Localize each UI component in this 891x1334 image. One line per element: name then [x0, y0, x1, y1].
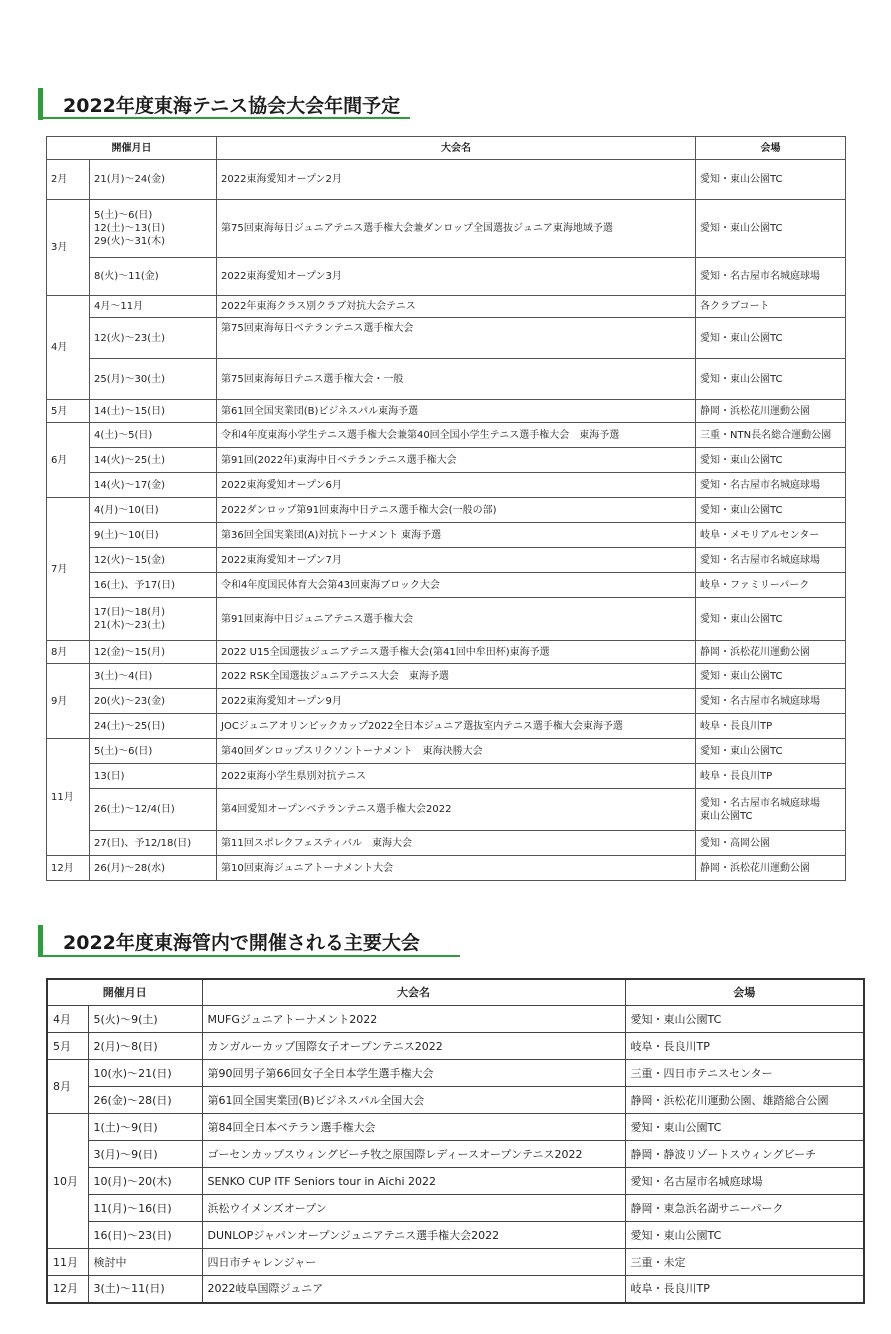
venue-cell	[696, 714, 846, 739]
date-cell	[90, 598, 217, 641]
venue-cell	[625, 1087, 864, 1114]
event-name-cell: 第75回東海毎日ベテランテニス選手権大会	[217, 318, 696, 359]
table-row	[47, 1276, 864, 1303]
date-cell-line: 12(火)～15(金)	[94, 554, 166, 566]
date-cell	[88, 1249, 202, 1276]
date-cell-line: 4月～11月	[94, 301, 144, 312]
venue-cell	[696, 318, 846, 359]
event-name-cell: 令和4年度東海小学生テニス選手権大会兼第40回全国小学生テニス選手権大会 東海予選	[217, 423, 696, 448]
event-name-cell: 第75回東海毎日ジュニアテニス選手権大会兼ダンロップ全国選抜ジュニア東海地域予選	[217, 200, 696, 258]
event-name-cell: 2022東海愛知オープン2月	[217, 160, 696, 200]
venue-cell-line: 愛知・高岡公園	[700, 837, 770, 849]
date-cell	[90, 448, 217, 473]
venue-cell	[625, 1249, 864, 1276]
venue-cell-line: 静岡・浜松花川運動公園	[700, 862, 810, 874]
table-row	[47, 523, 846, 548]
venue-cell	[696, 689, 846, 714]
event-name-cell: 令和4年度国民体育大会第43回東海ブロック大会	[217, 573, 696, 598]
title-underline	[38, 955, 460, 957]
date-cell	[88, 1222, 202, 1249]
date-cell	[90, 831, 217, 856]
venue-cell	[625, 1276, 864, 1303]
header-date: 開催月日	[47, 137, 217, 160]
month-cell: 3月	[47, 200, 90, 296]
table-row	[47, 573, 846, 598]
date-cell-line: 16(日)～23(日)	[93, 1228, 172, 1242]
month-cell: 5月	[47, 400, 90, 423]
date-cell-line: 4(土)～5(日)	[94, 429, 153, 441]
venue-cell	[696, 258, 846, 296]
table-row	[47, 498, 846, 523]
header-event-name: 大会名	[202, 979, 625, 1006]
table-row	[47, 258, 846, 296]
venue-cell-line: 静岡・静波リゾートスウィングビーチ	[630, 1147, 817, 1161]
section-title-annual-schedule: 2022年度東海テニス協会大会年間予定	[38, 88, 400, 120]
event-name-cell: 2022岐阜国際ジュニア	[202, 1276, 625, 1303]
event-name-cell: DUNLOPジャパンオープンジュニアテニス選手権大会2022	[202, 1222, 625, 1249]
venue-cell-line: 各クラブコート	[700, 301, 770, 312]
date-cell-line: 12(火)～23(土)	[94, 332, 166, 344]
date-cell-line: 5(土)～6(日)	[94, 210, 153, 221]
date-cell-line: 11(月)～16(日)	[93, 1201, 172, 1215]
month-cell: 7月	[47, 498, 90, 641]
table-row	[47, 1222, 864, 1249]
venue-cell-line: 静岡・東急浜名湖サニーパーク	[630, 1201, 784, 1215]
venue-cell	[696, 641, 846, 664]
venue-cell	[696, 498, 846, 523]
venue-cell	[625, 1222, 864, 1249]
date-cell	[88, 1168, 202, 1195]
table-row	[47, 473, 846, 498]
venue-cell-line: 岐阜・長良川TP	[700, 720, 773, 732]
event-name-cell: カンガルーカップ国際女子オープンテニス2022	[202, 1033, 625, 1060]
event-name-cell: 2022東海愛知オープン3月	[217, 258, 696, 296]
venue-cell-line: 三重・NTN長名総合運動公園	[700, 429, 832, 441]
event-name-cell: MUFGジュニアトーナメント2022	[202, 1006, 625, 1033]
event-name-cell: ゴーセンカップスウィングビーチ牧之原国際レディースオープンテニス2022	[202, 1141, 625, 1168]
event-name-cell: 第84回全日本ベテラン選手権大会	[202, 1114, 625, 1141]
date-cell-line: 14(土)～15(日)	[94, 405, 166, 417]
date-cell-line: 3(土)～11(日)	[93, 1282, 165, 1296]
table-row	[47, 714, 846, 739]
venue-cell	[625, 1033, 864, 1060]
date-cell-line: 25(月)～30(土)	[94, 373, 166, 385]
venue-cell	[625, 1168, 864, 1195]
month-cell: 10月	[47, 1114, 88, 1249]
venue-cell	[696, 548, 846, 573]
table-row	[47, 296, 846, 318]
month-cell: 11月	[47, 1249, 88, 1276]
venue-cell	[696, 160, 846, 200]
date-cell-line: 3(土)～4(日)	[94, 670, 153, 682]
event-name-cell: 第91回東海中日ジュニアテニス選手権大会	[217, 598, 696, 641]
event-name-cell: 2022東海小学生県別対抗テニス	[217, 764, 696, 789]
date-cell-line: 12(金)～15(月)	[94, 646, 166, 658]
venue-cell	[696, 831, 846, 856]
venue-cell-line: 岐阜・メモリアルセンター	[700, 529, 820, 541]
table-row	[47, 1114, 864, 1141]
venue-cell	[696, 764, 846, 789]
venue-cell-line: 岐阜・長良川TP	[630, 1282, 710, 1296]
table-row	[47, 764, 846, 789]
date-cell-line: 27(日)、予12/18(日)	[94, 837, 192, 849]
date-cell-line: 5(土)～6(日)	[94, 745, 153, 757]
venue-cell-line: 愛知・名古屋市名城庭球場	[630, 1174, 763, 1188]
date-cell-line: 24(土)～25(日)	[94, 720, 166, 732]
header-venue: 会場	[625, 979, 864, 1006]
venue-cell-line: 岐阜・ファミリーパーク	[700, 579, 810, 591]
venue-cell	[696, 856, 846, 881]
venue-cell-line: 岐阜・長良川TP	[700, 770, 773, 782]
venue-cell-line: 岐阜・長良川TP	[630, 1039, 710, 1053]
venue-cell	[625, 1114, 864, 1141]
venue-cell	[696, 739, 846, 764]
month-cell: 8月	[47, 1060, 88, 1114]
date-cell	[90, 473, 217, 498]
month-cell: 8月	[47, 641, 90, 664]
table-row	[47, 1006, 864, 1033]
event-name-cell: 第91回(2022年)東海中日ベテランテニス選手権大会	[217, 448, 696, 473]
date-cell	[90, 789, 217, 831]
date-cell	[88, 1195, 202, 1222]
date-cell-line: 26(月)～28(水)	[94, 862, 166, 874]
event-name-cell: 第36回全国実業団(A)対抗トーナメント 東海予選	[217, 523, 696, 548]
date-cell-line: 9(土)～10(日)	[94, 529, 159, 541]
section-title-major-events: 2022年度東海管内で開催される主要大会	[38, 925, 420, 957]
venue-cell-line: 静岡・浜松花川運動公園	[700, 405, 810, 417]
venue-cell	[696, 598, 846, 641]
month-cell: 6月	[47, 423, 90, 498]
table-row	[47, 200, 846, 258]
date-cell	[90, 200, 217, 258]
event-name-cell: JOCジュニアオリンピックカップ2022全日本ジュニア選抜室内テニス選手権大会東海予選	[217, 714, 696, 739]
table-row	[47, 641, 846, 664]
venue-cell	[696, 448, 846, 473]
table-row	[47, 689, 846, 714]
header-event-name: 大会名	[217, 137, 696, 160]
title-underline	[38, 117, 410, 119]
date-cell	[90, 296, 217, 318]
table-row	[47, 1033, 864, 1060]
header-venue: 会場	[696, 137, 846, 160]
table-row	[47, 831, 846, 856]
venue-cell-line: 愛知・東山公園TC	[700, 373, 783, 385]
venue-cell	[625, 1195, 864, 1222]
date-cell	[90, 664, 217, 689]
table-row	[47, 789, 846, 831]
venue-cell-line: 三重・四日市テニスセンター	[630, 1066, 773, 1080]
venue-cell-line: 愛知・名古屋市名城庭球場	[700, 695, 820, 707]
venue-cell-line: 愛知・名古屋市名城庭球場	[700, 271, 820, 282]
date-cell	[88, 1033, 202, 1060]
venue-cell-line: 愛知・東山公園TC	[630, 1120, 722, 1134]
venue-cell-line: 静岡・浜松花川運動公園	[700, 646, 810, 658]
event-name-cell: 第11回スポレクフェスティバル 東海大会	[217, 831, 696, 856]
date-cell	[88, 1141, 202, 1168]
event-name-cell: 2022 RSK全国選抜ジュニアテニス大会 東海予選	[217, 664, 696, 689]
table-row	[47, 856, 846, 881]
venue-cell	[696, 664, 846, 689]
venue-cell-line: 愛知・東山公園TC	[630, 1228, 722, 1242]
event-name-cell: 第40回ダンロップスリクソントーナメント 東海決勝大会	[217, 739, 696, 764]
table-row	[47, 1087, 864, 1114]
venue-cell	[696, 573, 846, 598]
date-cell-line: 17(日)～18(月)	[94, 607, 166, 618]
table-row	[47, 318, 846, 359]
date-cell-line: 12(土)～13(日)	[94, 223, 166, 234]
event-name-cell: 第61回全国実業団(B)ビジネスパル全国大会	[202, 1087, 625, 1114]
table-row	[47, 664, 846, 689]
date-cell	[90, 689, 217, 714]
venue-cell-line: 愛知・東山公園TC	[700, 174, 783, 185]
date-cell-line: 4(月)～10(日)	[94, 504, 159, 516]
date-cell	[90, 573, 217, 598]
venue-cell	[696, 296, 846, 318]
venue-cell	[696, 359, 846, 400]
date-cell	[90, 714, 217, 739]
table-row	[47, 1195, 864, 1222]
table-header-row	[47, 979, 864, 1006]
event-name-cell: 第4回愛知オープンベテランテニス選手権大会2022	[217, 789, 696, 831]
date-cell-line: 26(土)～12/4(日)	[94, 804, 175, 815]
month-cell: 12月	[47, 1276, 88, 1303]
venue-cell-line: 愛知・東山公園TC	[700, 454, 783, 466]
month-cell: 9月	[47, 664, 90, 739]
date-cell	[90, 400, 217, 423]
venue-cell	[625, 1060, 864, 1087]
venue-cell-line: 愛知・東山公園TC	[700, 223, 783, 234]
venue-cell	[696, 423, 846, 448]
venue-cell	[696, 523, 846, 548]
venue-cell-line: 静岡・浜松花川運動公園、雄踏総合公園	[630, 1093, 829, 1107]
date-cell	[90, 523, 217, 548]
event-name-cell: 2022東海愛知オープン9月	[217, 689, 696, 714]
event-name-cell: 2022東海愛知オープン7月	[217, 548, 696, 573]
table-row	[47, 1249, 864, 1276]
venue-cell-line: 東山公園TC	[700, 810, 753, 822]
date-cell-line: 10(水)～21(日)	[93, 1066, 172, 1080]
venue-cell-line: 愛知・名古屋市名城庭球場	[700, 554, 820, 566]
date-cell	[90, 258, 217, 296]
date-cell	[90, 498, 217, 523]
date-cell-line: 16(土)、予17(日)	[94, 579, 176, 591]
event-name-cell: 第90回男子第66回女子全日本学生選手権大会	[202, 1060, 625, 1087]
venue-cell-line: 愛知・東山公園TC	[700, 745, 783, 757]
venue-cell	[625, 1006, 864, 1033]
header-date: 開催月日	[47, 979, 202, 1006]
table-row	[47, 448, 846, 473]
date-cell-line: 検討中	[93, 1255, 127, 1269]
month-cell: 12月	[47, 856, 90, 881]
date-cell-line: 26(金)～28(日)	[93, 1093, 172, 1107]
venue-cell-line: 愛知・東山公園TC	[700, 613, 783, 625]
date-cell	[90, 359, 217, 400]
date-cell-line: 14(火)～17(金)	[94, 479, 166, 491]
venue-cell	[696, 789, 846, 831]
table-row	[47, 598, 846, 641]
event-name-cell: 第61回全国実業団(B)ビジネスパル東海予選	[217, 400, 696, 423]
date-cell	[90, 764, 217, 789]
date-cell-line: 21(木)～23(土)	[94, 620, 166, 631]
date-cell-line: 8(火)～11(金)	[94, 271, 159, 282]
date-cell	[88, 1276, 202, 1303]
event-name-cell: SENKO CUP ITF Seniors tour in Aichi 2022	[202, 1168, 625, 1195]
table-row	[47, 359, 846, 400]
event-name-cell: 2022東海愛知オープン6月	[217, 473, 696, 498]
venue-cell-line: 三重・未定	[630, 1255, 686, 1269]
date-cell-line: 14(火)～25(土)	[94, 454, 166, 466]
table-row	[47, 1141, 864, 1168]
event-name-cell: 第75回東海毎日テニス選手権大会・一般	[217, 359, 696, 400]
event-name-cell: 2022 U15全国選抜ジュニアテニス選手権大会(第41回中牟田杯)東海予選	[217, 641, 696, 664]
date-cell	[88, 1114, 202, 1141]
venue-cell-line: 愛知・東山公園TC	[630, 1012, 722, 1026]
date-cell-line: 3(月)～9(日)	[93, 1147, 158, 1161]
date-cell-line: 2(月)～8(日)	[93, 1039, 158, 1053]
venue-cell-line: 愛知・名古屋市名城庭球場	[700, 479, 820, 491]
date-cell-line: 10(月)～20(木)	[93, 1174, 172, 1188]
table-row	[47, 400, 846, 423]
date-cell	[88, 1087, 202, 1114]
event-name-cell: 第10回東海ジュニアトーナメント大会	[217, 856, 696, 881]
month-cell: 5月	[47, 1033, 88, 1060]
date-cell	[90, 318, 217, 359]
venue-cell	[696, 473, 846, 498]
month-cell: 4月	[47, 1006, 88, 1033]
date-cell	[88, 1060, 202, 1087]
date-cell-line: 1(土)～9(日)	[93, 1120, 158, 1134]
table-header-row	[47, 137, 846, 160]
date-cell-line: 21(月)～24(金)	[94, 174, 166, 185]
date-cell-line: 13(日)	[94, 770, 125, 782]
event-name-cell: 浜松ウイメンズオープン	[202, 1195, 625, 1222]
table-row	[47, 1168, 864, 1195]
month-cell: 4月	[47, 296, 90, 400]
month-cell: 11月	[47, 739, 90, 856]
venue-cell-line: 愛知・東山公園TC	[700, 332, 783, 344]
event-name-cell: 四日市チャレンジャー	[202, 1249, 625, 1276]
venue-cell	[696, 400, 846, 423]
venue-cell-line: 愛知・東山公園TC	[700, 670, 783, 682]
table-row	[47, 739, 846, 764]
date-cell	[90, 856, 217, 881]
date-cell	[90, 739, 217, 764]
date-cell	[88, 1006, 202, 1033]
date-cell	[90, 423, 217, 448]
table-row	[47, 548, 846, 573]
annual-schedule-table	[46, 136, 846, 881]
event-name-cell: 2022年東海クラス別クラブ対抗大会テニス	[217, 296, 696, 318]
date-cell	[90, 548, 217, 573]
table-row	[47, 160, 846, 200]
venue-cell	[625, 1141, 864, 1168]
event-name-cell: 2022ダンロップ第91回東海中日テニス選手権大会(一般の部)	[217, 498, 696, 523]
table-row	[47, 423, 846, 448]
date-cell	[90, 160, 217, 200]
table-row	[47, 1060, 864, 1087]
venue-cell	[696, 200, 846, 258]
major-events-table	[46, 978, 865, 1304]
date-cell-line: 20(火)～23(金)	[94, 695, 166, 707]
venue-cell-line: 愛知・東山公園TC	[700, 504, 783, 516]
date-cell	[90, 641, 217, 664]
month-cell: 2月	[47, 160, 90, 200]
venue-cell-line: 愛知・名古屋市名城庭球場	[700, 797, 820, 809]
date-cell-line: 5(火)～9(土)	[93, 1012, 158, 1026]
date-cell-line: 29(火)～31(木)	[94, 236, 166, 247]
